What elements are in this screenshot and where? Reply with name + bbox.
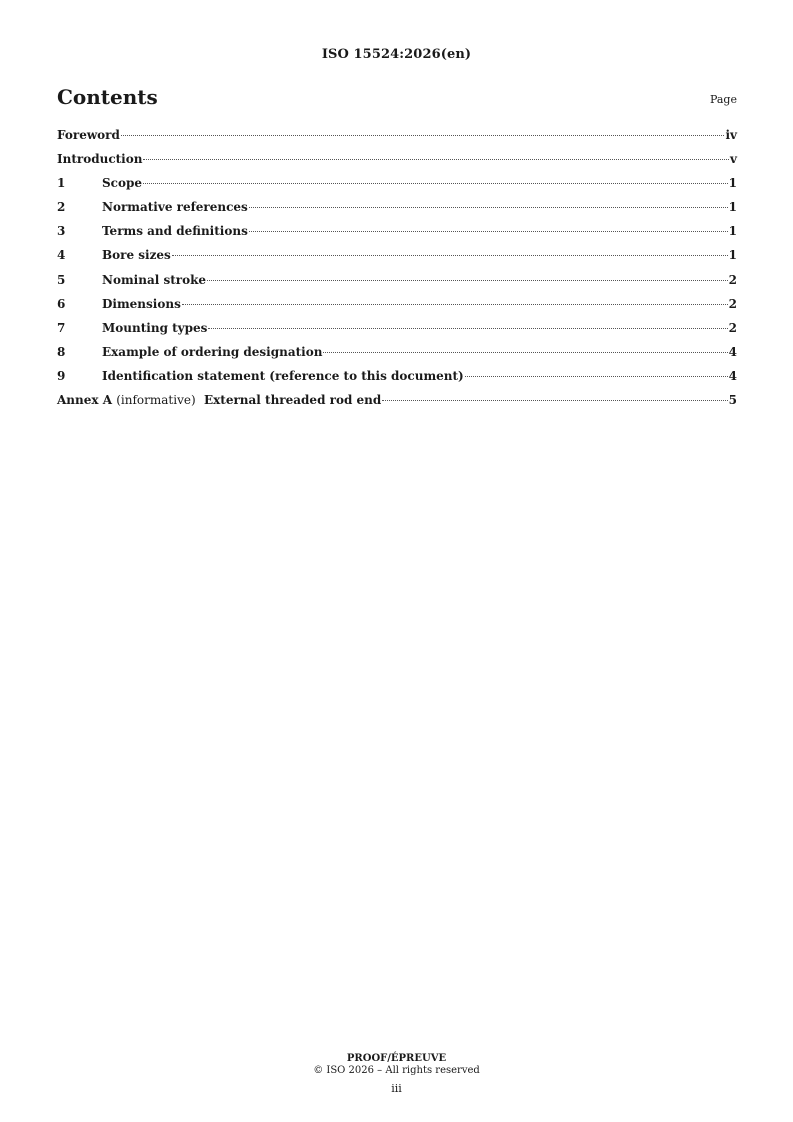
toc-entry-title[interactable]: Mounting types (102, 320, 208, 335)
toc-entry-number: 9 (57, 368, 66, 383)
toc-entry-number: 5 (57, 272, 66, 287)
toc-entry-introduction[interactable] (57, 152, 737, 176)
dot-leader (172, 255, 728, 256)
dot-leader (208, 328, 727, 329)
toc-entry-number: 6 (57, 296, 66, 311)
toc-entry-number: 3 (57, 224, 66, 239)
page-column-label: Page (709, 93, 737, 106)
toc-entry-title[interactable]: Example of ordering designation (102, 344, 323, 359)
dot-leader (249, 207, 728, 208)
dot-leader (121, 135, 725, 136)
document-identifier: ISO 15524:2026(en) (321, 47, 472, 62)
page-footer (0, 1053, 793, 1096)
contents-heading-bar (57, 85, 737, 111)
toc-entry-title[interactable]: Nominal stroke (102, 272, 207, 287)
toc-entry-page: 2 (728, 296, 737, 311)
toc-entry-number: 4 (57, 248, 66, 263)
dot-leader (182, 304, 728, 305)
toc-entry-scope[interactable] (57, 176, 737, 200)
toc-entry-page: 2 (728, 320, 737, 335)
toc-entry-page: iv (725, 128, 737, 142)
dot-leader (249, 231, 728, 232)
toc-entry-title[interactable]: Normative references (102, 200, 248, 215)
toc-entry-title[interactable]: Bore sizes (102, 248, 171, 263)
toc-entry-page: 4 (728, 368, 737, 383)
toc-entry-page: 5 (728, 393, 737, 408)
toc-entry-foreword[interactable] (57, 128, 737, 152)
toc-entry-title[interactable]: Introduction (57, 152, 143, 167)
toc-entry-normative-references[interactable] (57, 200, 737, 224)
toc-entry-terms-and-definitions[interactable] (57, 224, 737, 248)
toc-entry-page: 1 (728, 176, 737, 191)
toc-entry-mounting-types[interactable] (57, 321, 737, 345)
toc-entry-page: 2 (728, 272, 737, 287)
toc-entry-number: 7 (57, 320, 66, 335)
toc-entry-title[interactable]: Dimensions (102, 296, 181, 311)
toc-entry-nominal-stroke[interactable] (57, 273, 737, 297)
toc-entry-page: 1 (728, 224, 737, 239)
toc-entry-number: 1 (57, 176, 66, 191)
dot-leader (382, 400, 727, 401)
dot-leader (207, 280, 728, 281)
annex-qualifier: (informative) (116, 393, 196, 408)
toc-entry-identification-statement[interactable] (57, 369, 737, 393)
toc-entry-title[interactable]: Scope (102, 176, 143, 191)
page-number: iii (391, 1082, 402, 1095)
toc-entry-bore-sizes[interactable] (57, 248, 737, 272)
toc-entry-page: v (730, 152, 737, 167)
toc-entry-page: 4 (728, 344, 737, 359)
contents-title: Contents (57, 85, 158, 109)
dot-leader (323, 352, 727, 353)
toc-entry-title[interactable]: Foreword (57, 128, 120, 142)
toc-entry-title[interactable]: Identification statement (reference to this document) (102, 368, 464, 383)
toc-entry-number: 8 (57, 344, 66, 359)
proof-label: PROOF/ÉPREUVE (346, 1053, 447, 1064)
dot-leader (143, 183, 728, 184)
toc-annex-label[interactable] (57, 393, 381, 407)
annex-prefix: Annex A (57, 393, 113, 408)
toc-entry-title[interactable]: Terms and definitions (102, 224, 248, 239)
dot-leader (465, 376, 728, 377)
toc-entry-dimensions[interactable] (57, 297, 737, 321)
annex-title: External threaded rod end (204, 393, 382, 408)
toc-entry-annex-a[interactable] (57, 393, 737, 417)
dot-leader (143, 159, 729, 160)
toc-entry-page: 1 (728, 200, 737, 215)
toc-entry-ordering-designation[interactable] (57, 345, 737, 369)
copyright-notice: © ISO 2026 – All rights reserved (313, 1065, 480, 1076)
toc-entry-number: 2 (57, 200, 66, 215)
toc-entry-page: 1 (728, 248, 737, 263)
table-of-contents (57, 128, 737, 417)
